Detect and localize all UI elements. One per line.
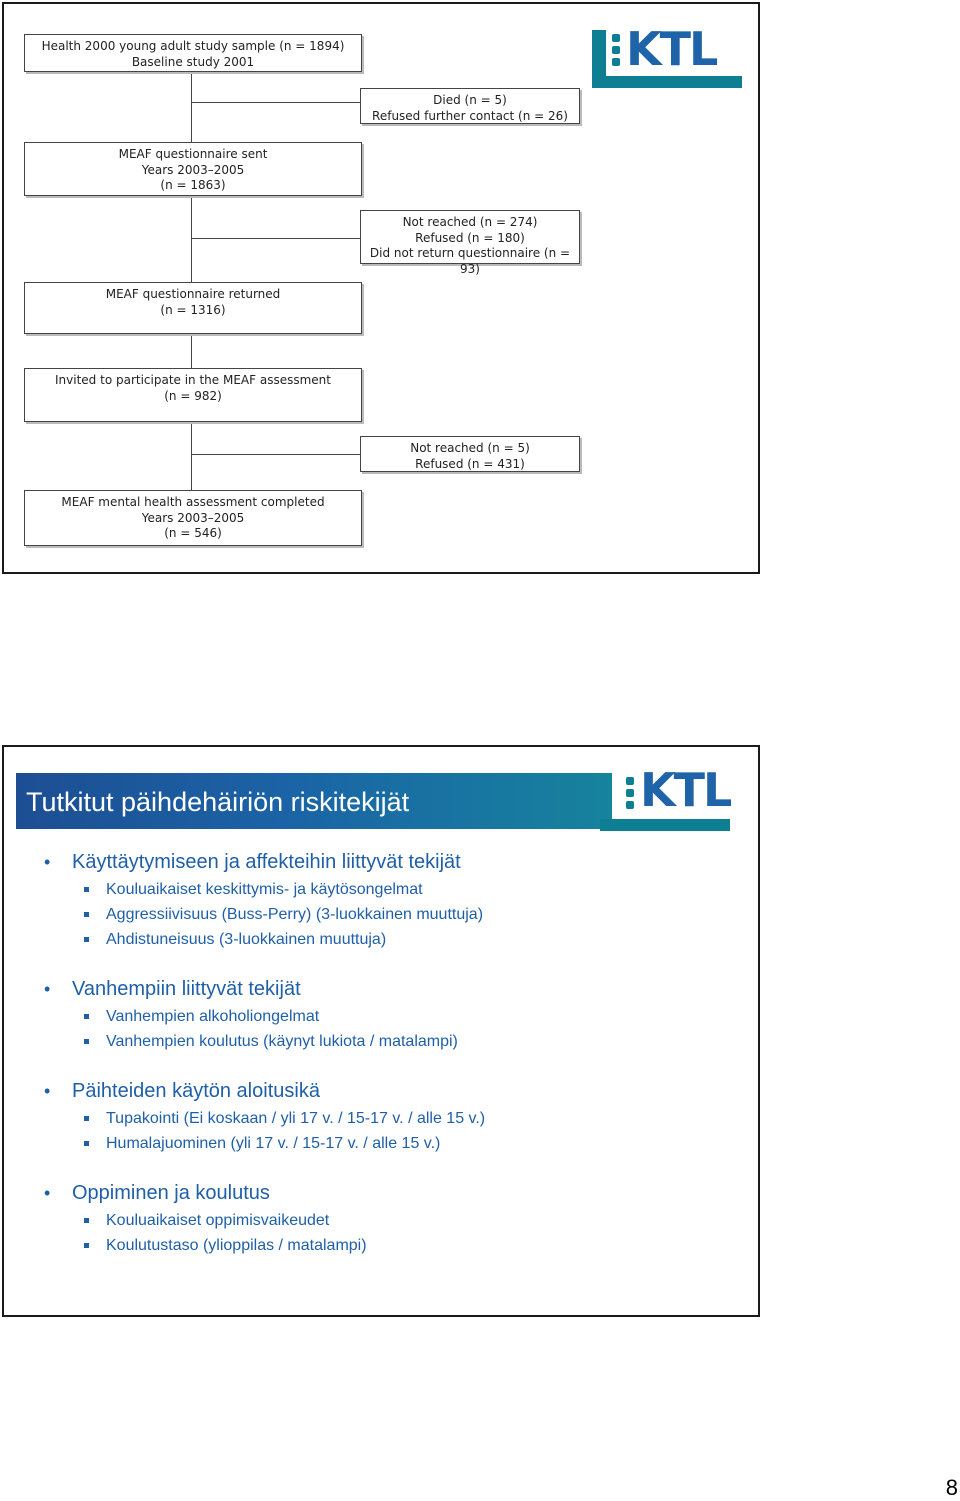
page-number: 8 (945, 1475, 958, 1500)
bullet-heading: • Oppiminen ja koulutus (40, 1178, 740, 1208)
flow-connector (191, 422, 192, 492)
bullet-item: Vanhempien koulutus (käynyt lukiota / matalampi) (40, 1029, 740, 1054)
flow-box-invited: Invited to participate in the MEAF assessment (n = 982) (24, 368, 362, 422)
logo-dots-icon (612, 34, 622, 70)
bullet-dot-icon: • (44, 852, 51, 872)
bullet-item: Ahdistuneisuus (3-luokkainen muuttuja) (40, 927, 740, 952)
bullet-heading: • Käyttäytymiseen ja affekteihin liittyvät tekijät (40, 847, 740, 877)
square-bullet-icon (84, 912, 89, 917)
logo-text: KTL (626, 22, 717, 76)
square-bullet-icon (84, 1116, 89, 1121)
bullet-group (40, 847, 740, 952)
flow-box-not-reached-1: Not reached (n = 274) Refused (n = 180) Did not return questionnaire (n = 93) (360, 210, 580, 264)
bullet-heading: • Päihteiden käytön aloitusikä (40, 1076, 740, 1106)
square-bullet-icon (84, 1141, 89, 1146)
square-bullet-icon (84, 887, 89, 892)
bullet-item: Vanhempien alkoholiongelmat (40, 1004, 740, 1029)
flow-box-assessment-completed: MEAF mental health assessment completed Years 2003–2005 (n = 546) (24, 490, 362, 546)
bullet-item: Tupakointi (Ei koskaan / yli 17 v. / 15-17 v. / alle 15 v.) (40, 1106, 740, 1131)
ktl-logo (592, 22, 742, 88)
flow-box-died-refused: Died (n = 5) Refused further contact (n = 26) (360, 88, 580, 124)
bullet-group (40, 1178, 740, 1258)
bullet-dot-icon: • (44, 1081, 51, 1101)
flow-connector (191, 102, 361, 103)
flow-box-baseline: Health 2000 young adult study sample (n = 1894) Baseline study 2001 (24, 34, 362, 72)
bullet-group (40, 1076, 740, 1156)
flow-connector (191, 72, 192, 144)
flow-connector (191, 454, 361, 455)
slide-title: Tutkitut päihdehäiriön riskitekijät (26, 787, 410, 817)
bullet-group (40, 974, 740, 1054)
bullet-dot-icon: • (44, 979, 51, 999)
flow-box-questionnaire-sent: MEAF questionnaire sent Years 2003–2005 (n = 1863) (24, 142, 362, 196)
bullet-list (40, 847, 740, 1280)
square-bullet-icon (84, 1039, 89, 1044)
square-bullet-icon (84, 937, 89, 942)
slide-risk-factors (2, 745, 760, 1317)
flow-box-not-reached-2: Not reached (n = 5) Refused (n = 431) (360, 436, 580, 472)
bullet-dot-icon: • (44, 1183, 51, 1203)
bullet-item: Humalajuominen (yli 17 v. / 15-17 v. / alle 15 v.) (40, 1131, 740, 1156)
slide-flowchart (2, 2, 760, 574)
bullet-heading: • Vanhempiin liittyvät tekijät (40, 974, 740, 1004)
ktl-logo (610, 763, 740, 829)
bullet-item: Koulutustaso (ylioppilas / matalampi) (40, 1233, 740, 1258)
square-bullet-icon (84, 1243, 89, 1248)
flow-connector (191, 238, 361, 239)
flow-box-questionnaire-returned: MEAF questionnaire returned (n = 1316) (24, 282, 362, 334)
bullet-item: Kouluaikaiset keskittymis- ja käytösongelmat (40, 877, 740, 902)
flow-connector (191, 334, 192, 369)
bullet-item: Kouluaikaiset oppimisvaikeudet (40, 1208, 740, 1233)
logo-text: KTL (640, 763, 731, 817)
title-bar (16, 773, 612, 829)
square-bullet-icon (84, 1014, 89, 1019)
logo-dots-icon (626, 777, 636, 813)
bullet-item: Aggressiivisuus (Buss-Perry) (3-luokkainen muuttuja) (40, 902, 740, 927)
flow-connector (191, 196, 192, 284)
square-bullet-icon (84, 1218, 89, 1223)
